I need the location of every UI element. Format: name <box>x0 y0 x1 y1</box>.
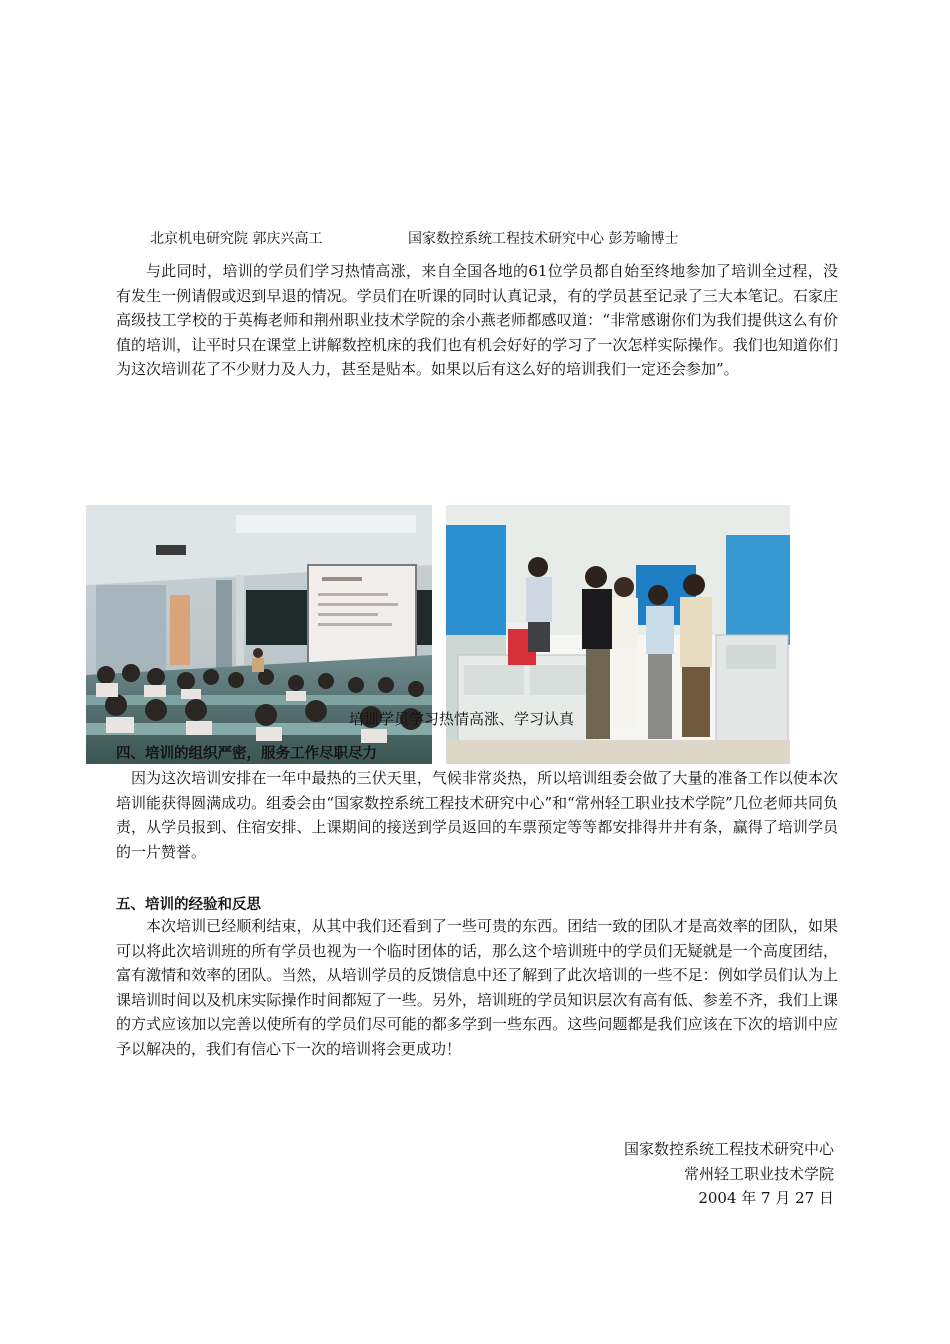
paragraph-organization: 因为这次培训安排在一年中最热的三伏天里，气候非常炎热，所以培训组委会做了大量的准备工作以使本次培训能获得圆满成功。组委会由“国家数控系统工程技术研究中心”和“常州轻工职业技术学院”几位老师共同负责，从学员报到、住宿安排、上课期间的接送到学员返回的车票预定等等都安排得井井有条，赢得了培训学员的一片赞誉。 <box>116 769 838 861</box>
signature-date: 2004 年 7 月 27 日 <box>698 1189 834 1207</box>
caption-training-enthusiasm: 培训学员学习热情高涨、学习认真 <box>349 710 575 728</box>
signature-org-college: 常州轻工职业技术学院 <box>683 1164 834 1183</box>
heading-section-four: 四、培训的组织严密，服务工作尽职尽力 <box>116 746 377 762</box>
paragraph-experience-reflection: 本次培训已经顺利结束，从其中我们还看到了一些可贵的东西。团结一致的团队才是高效率的团队，如果可以将此次培训班的所有学员也视为一个临时团体的话，那么这个培训班中的学员们无疑就是一个高度团结，富有激情和效率的团队。当然，从培训学员的反馈信息中还了解到了此次培训的一些不足：例如学员们认为上课培训时间以及机床实际操作时间都短了一些。另外，培训班的学员知识层次有高有低、参差不齐，我们上课的方式应该加以完善以使所有的学员们尽可能的都多学到一些东西。这些问题都是我们应该在下次的培训中应予以解决的，我们有信心下一次的培训将会更成功！ <box>116 917 838 1058</box>
caption-peng-fangyu: 国家数控系统工程技术研究中心 彭芳喻博士 <box>408 231 679 247</box>
heading-section-five: 五、培训的经验和反思 <box>116 897 261 913</box>
signature-block <box>624 1137 834 1211</box>
caption-guo-qingxing: 北京机电研究院 郭庆兴高工 <box>150 231 323 247</box>
paragraph-learning-enthusiasm: 与此同时，培训的学员们学习热情高涨，来自全国各地的61位学员都自始至终地参加了培训全过程，没有发生一例请假或迟到早退的情况。学员们在听课的同时认真记录，有的学员甚至记录了三大本笔记。石家庄高级技工学校的于英梅老师和荆州职业技术学院的余小燕老师都感叹道：“非常感谢你们为我们提供这么有价值的培训，让平时只在课堂上讲解数控机床的我们也有机会好好的学习了一次怎样实际操作。我们也知道你们为这次培训花了不少财力及人力，甚至是贴本。如果以后有这么好的培训我们一定还会参加”。 <box>116 262 838 378</box>
signature-org-center: 国家数控系统工程技术研究中心 <box>623 1140 834 1158</box>
